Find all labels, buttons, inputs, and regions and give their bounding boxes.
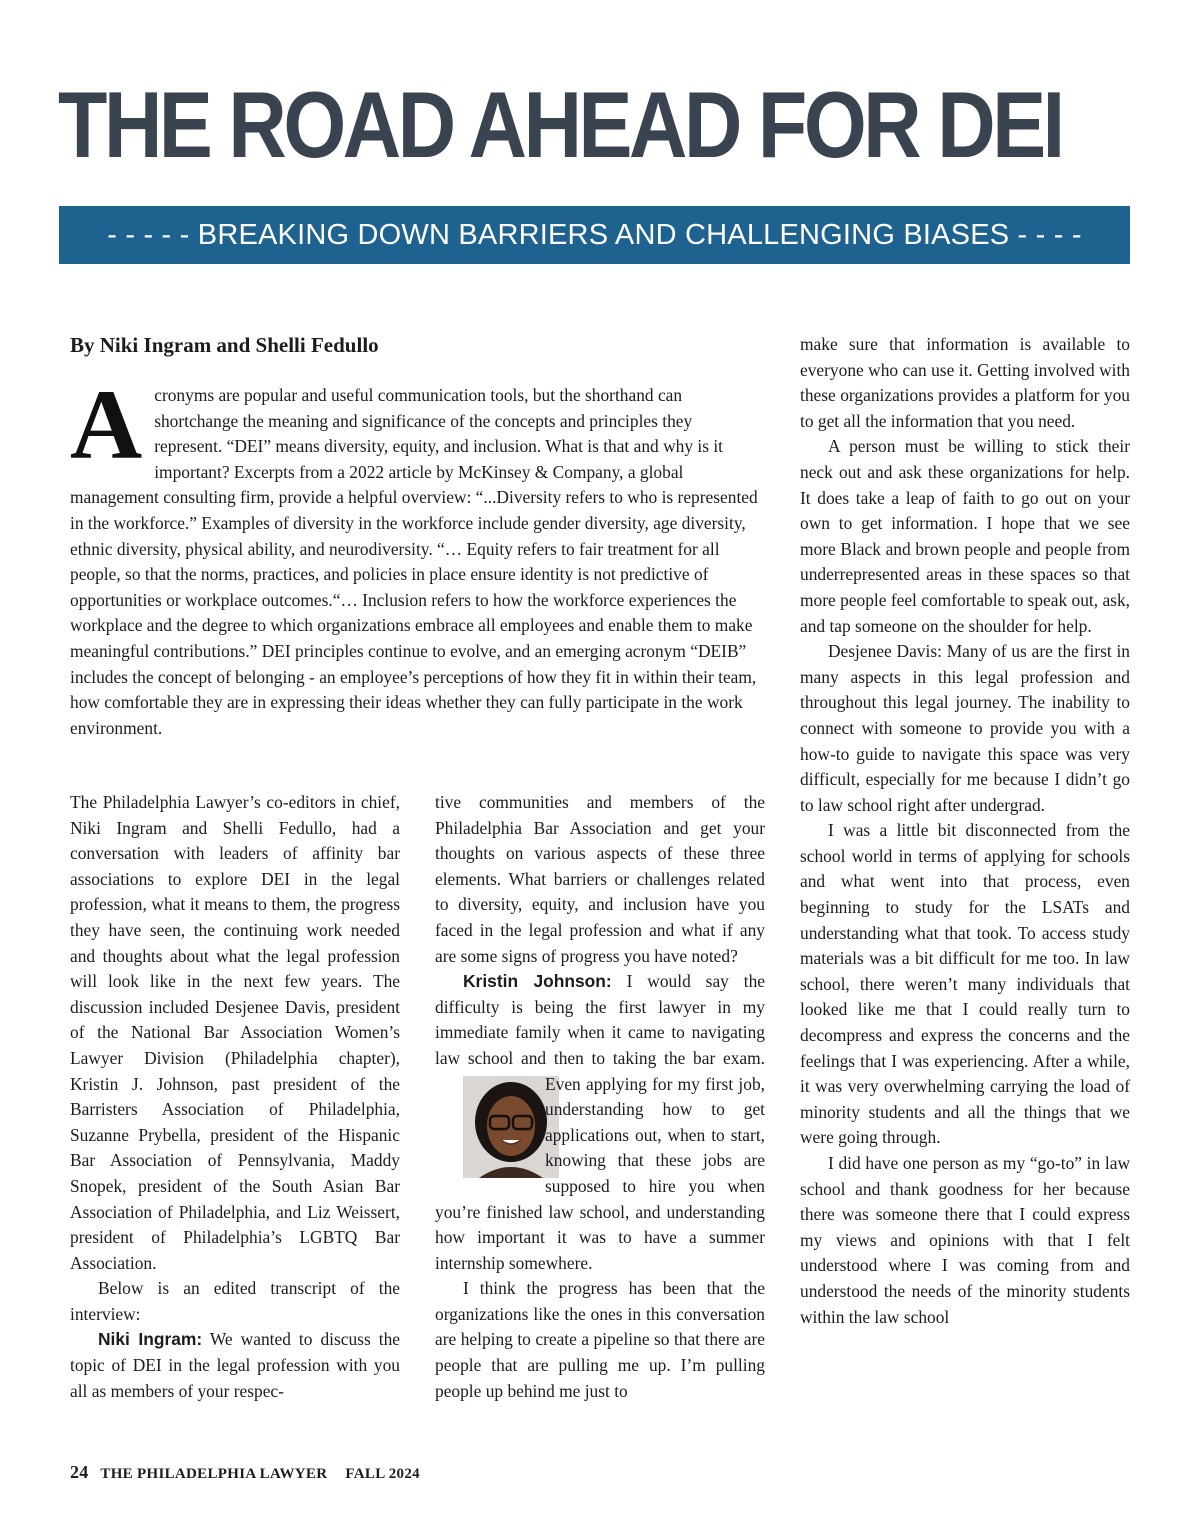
portrait-photo — [435, 1076, 531, 1178]
body-paragraph: A person must be willing to stick their neck out and ask these organizations for help. It does take a leap of faith to go out on your own to get information. I hope that we see more Black and brown people and people from underrepresented areas in these spaces so that more people feel comfortable to speak out, ask, and tap someone on the shoulder for help. — [800, 436, 1130, 636]
speaker-name: Niki Ingram: — [98, 1329, 203, 1350]
intro-text: cronyms are popular and useful communication tools, but the shorthand can shortchange the meaning and significance of the concepts and principles they represent. “DEI” means diversity, equity, and inclusion. What is that and why is it important? Excerpts from a 2022 article by McKinsey & Company, a global management consulting firm, provide a helpful overview: “...Diversity refers to who is represented in the workforce.” Examples of diversity in the workforce include gender diversity, age diversity, ethnic diversity, physical ability, and neurodiversity. “… Equity refers to fair treatment for all people, so that the norms, practices, and policies in place ensure identity is not predictive of opportunities or workplace outcomes.“… Inclusion refers to how the workforce experiences the workplace and the degree to which organizations embrace all employees and enable them to make meaningful contributions.” DEI principles continue to evolve, and an emerging acronym “DEIB” includes the concept of belonging - an employee’s perceptions of how they fit in within their team, how comfortable they are in expressing their ideas whether they can fully participate in the work environment. — [70, 385, 758, 738]
speaker-text: We wanted to discuss the topic of DEI in the legal profession with you all as members of your respec- — [70, 1329, 400, 1401]
speaker-name: Kristin Johnson: — [463, 971, 612, 992]
page-number: 24 — [70, 1462, 89, 1482]
subtitle-banner-text: - - - - - BREAKING DOWN BARRIERS AND CHALLENGING BIASES - - - - — [107, 218, 1082, 251]
article-column-1 — [70, 790, 400, 1404]
body-paragraph: Desjenee Davis: Many of us are the first in many aspects in this legal profession and throughout this legal journey. The inability to connect with someone to provide you with a how-to guide to navigate this space was very difficult, especially for me because I didn’t go to law school right after undergrad. — [800, 641, 1130, 815]
body-paragraph: Below is an edited transcript of the interview: — [70, 1278, 400, 1324]
byline: By Niki Ingram and Shelli Fedullo — [70, 333, 379, 357]
article-column-3 — [800, 332, 1130, 1330]
speaker-text: I would say the difficulty is being the first lawyer in my immediate family when it came to navigating law school and then to taking the — [435, 971, 765, 1068]
intro-paragraph — [70, 369, 760, 741]
body-paragraph — [435, 969, 765, 1276]
body-paragraph: make sure that information is available to everyone who can use it. Getting involved with these organizations provides a platform for you to get all the information that you need. — [800, 334, 1130, 431]
issue-date: FALL 2024 — [345, 1466, 420, 1482]
body-paragraph — [70, 1327, 400, 1404]
speaker-text-continued: bar exam. Even applying for my first job, understanding how to get applications out, when to start, knowing that these jobs are supposed to hire you when you’re finished law school, and understanding how important it was to have a summer internship somewhere. — [435, 1047, 765, 1273]
page-footer — [70, 1462, 420, 1483]
article-title: THE ROAD AHEAD FOR DEI — [58, 72, 1062, 177]
article-column-2 — [435, 790, 765, 1404]
drop-cap: A — [70, 369, 143, 480]
body-paragraph: tive communities and members of the Philadelphia Bar Association and get your thoughts on various aspects of these three elements. What barriers or challenges related to diversity, equity, and inclusion have you faced in the legal profession and what if any are some signs of progress you have noted? — [435, 792, 765, 966]
body-paragraph: I think the progress has been that the organizations like the ones in this conversation are helping to create a pipeline so that there are people that are pulling me up. I’m pulling people up behind me just to — [435, 1278, 765, 1401]
magazine-name: THE PHILADELPHIA LAWYER — [100, 1466, 328, 1482]
body-paragraph: The Philadelphia Lawyer’s co-editors in chief, Niki Ingram and Shelli Fedullo, had a conversation with leaders of affinity bar associations to explore DEI in the legal profession, what it means to them, the progress they have seen, the continuing work needed and thoughts about what the legal profession will look like in the next few years. The discussion included Desjenee Davis, president of the National Bar Association Women’s Lawyer Division (Philadelphia chapter), Kristin J. Johnson, past president of the Barristers Association of Philadelphia, Suzanne Prybella, president of the Hispanic Bar Association of Pennsylvania, Maddy Snopek, president of the South Asian Bar Association of Philadelphia, and Liz Weissert, president of Philadelphia’s LGBTQ Bar Association. — [70, 792, 400, 1273]
subtitle-banner — [59, 206, 1130, 264]
body-paragraph: I was a little bit disconnected from the school world in terms of applying for schools and what went into that process, even beginning to study for the LSATs and understanding what that took. To access study materials was a bit difficult for me too. In law school, there weren’t many individuals that looked like me that I could really turn to decompress and express the concerns and the feelings that I was experiencing. After a while, it was very overwhelming carrying the load of minority students and all the things that we were going through. — [800, 820, 1130, 1148]
body-paragraph: I did have one person as my “go-to” in law school and thank goodness for her because there was someone there that I could express my views and opinions with that I felt understood where I was coming from and understood the needs of the minority students within the law school — [800, 1153, 1130, 1327]
